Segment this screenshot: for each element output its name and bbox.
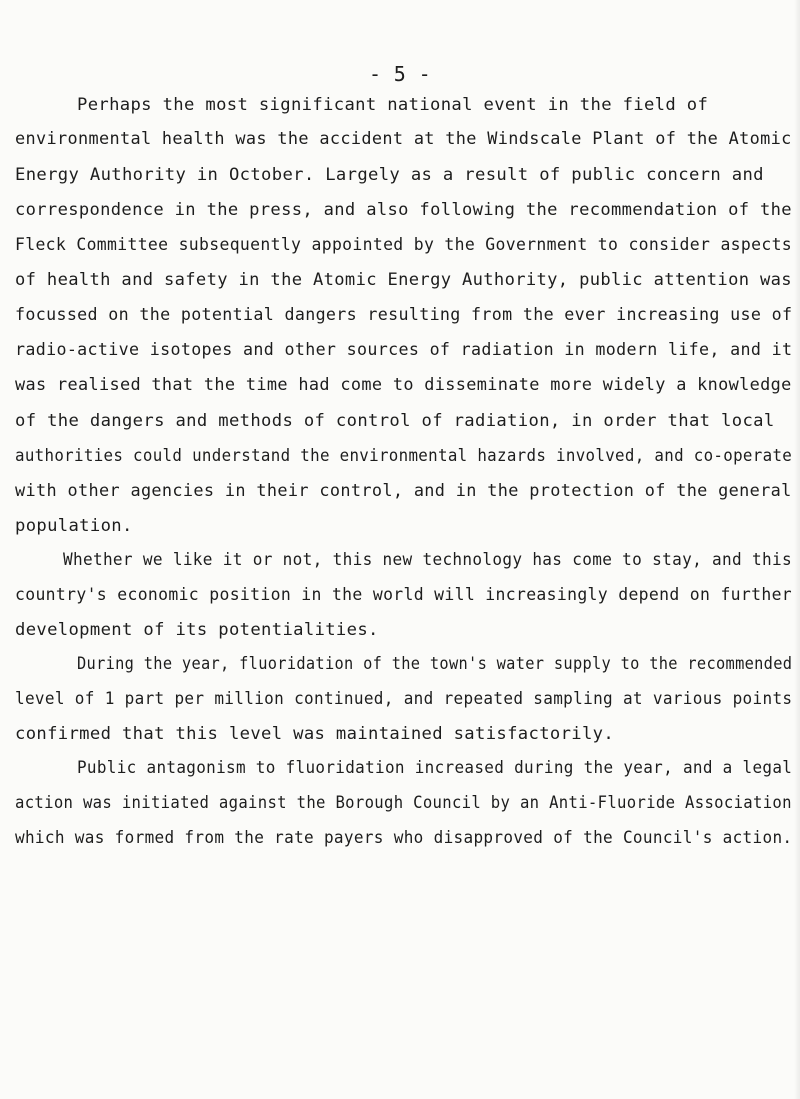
paragraph-1-line-10: of the dangers and methods of control of radiation, in order that local xyxy=(15,411,775,431)
paragraph-1-line-12: with other agencies in their control, and in the protection of the general xyxy=(15,481,792,501)
paragraph-1-line-13: population. xyxy=(15,516,133,536)
paragraph-3-line-2: level of 1 part per million continued, and repeated sampling at various points xyxy=(15,689,793,709)
paragraph-1-line-8: radio-active isotopes and other sources of radiation in modern life, and it xyxy=(15,340,793,360)
paragraph-4-line-1: Public antagonism to fluoridation increased during the year, and a legal xyxy=(77,758,793,778)
paragraph-1-line-11: authorities could understand the environmental hazards involved, and co-operate xyxy=(15,446,793,466)
paragraph-1-line-3: Energy Authority in October. Largely as a result of public concern and xyxy=(15,165,764,185)
paragraph-2-line-3: development of its potentialities. xyxy=(15,620,379,640)
page-edge-shadow xyxy=(794,0,800,1099)
paragraph-1-line-2: environmental health was the accident at the Windscale Plant of the Atomic xyxy=(15,129,792,149)
page-number: - 5 - xyxy=(369,62,431,86)
paragraph-2-line-1: Whether we like it or not, this new technology has come to stay, and this xyxy=(63,550,792,570)
paragraph-4-line-3: which was formed from the rate payers who disapproved of the Council's action. xyxy=(15,828,793,848)
paragraph-1-line-9: was realised that the time had come to disseminate more widely a knowledge xyxy=(15,375,792,395)
paragraph-1-line-4: correspondence in the press, and also following the recommendation of the xyxy=(15,200,792,220)
paragraph-1-line-5: Fleck Committee subsequently appointed by the Government to consider aspects xyxy=(15,235,793,255)
paragraph-3-line-3: confirmed that this level was maintained satisfactorily. xyxy=(15,724,615,744)
paragraph-3-line-1: During the year, fluoridation of the town's water supply to the recommended xyxy=(77,654,793,674)
paragraph-1-line-6: of health and safety in the Atomic Energy Authority, public attention was xyxy=(15,270,792,290)
paragraph-2-line-2: country's economic position in the world will increasingly depend on further xyxy=(15,585,793,605)
paragraph-1-line-1: Perhaps the most significant national event in the field of xyxy=(77,95,709,115)
paragraph-4-line-2: action was initiated against the Borough Council by an Anti-Fluoride Association xyxy=(15,793,792,813)
paragraph-1-line-7: focussed on the potential dangers resulting from the ever increasing use of xyxy=(15,305,793,325)
